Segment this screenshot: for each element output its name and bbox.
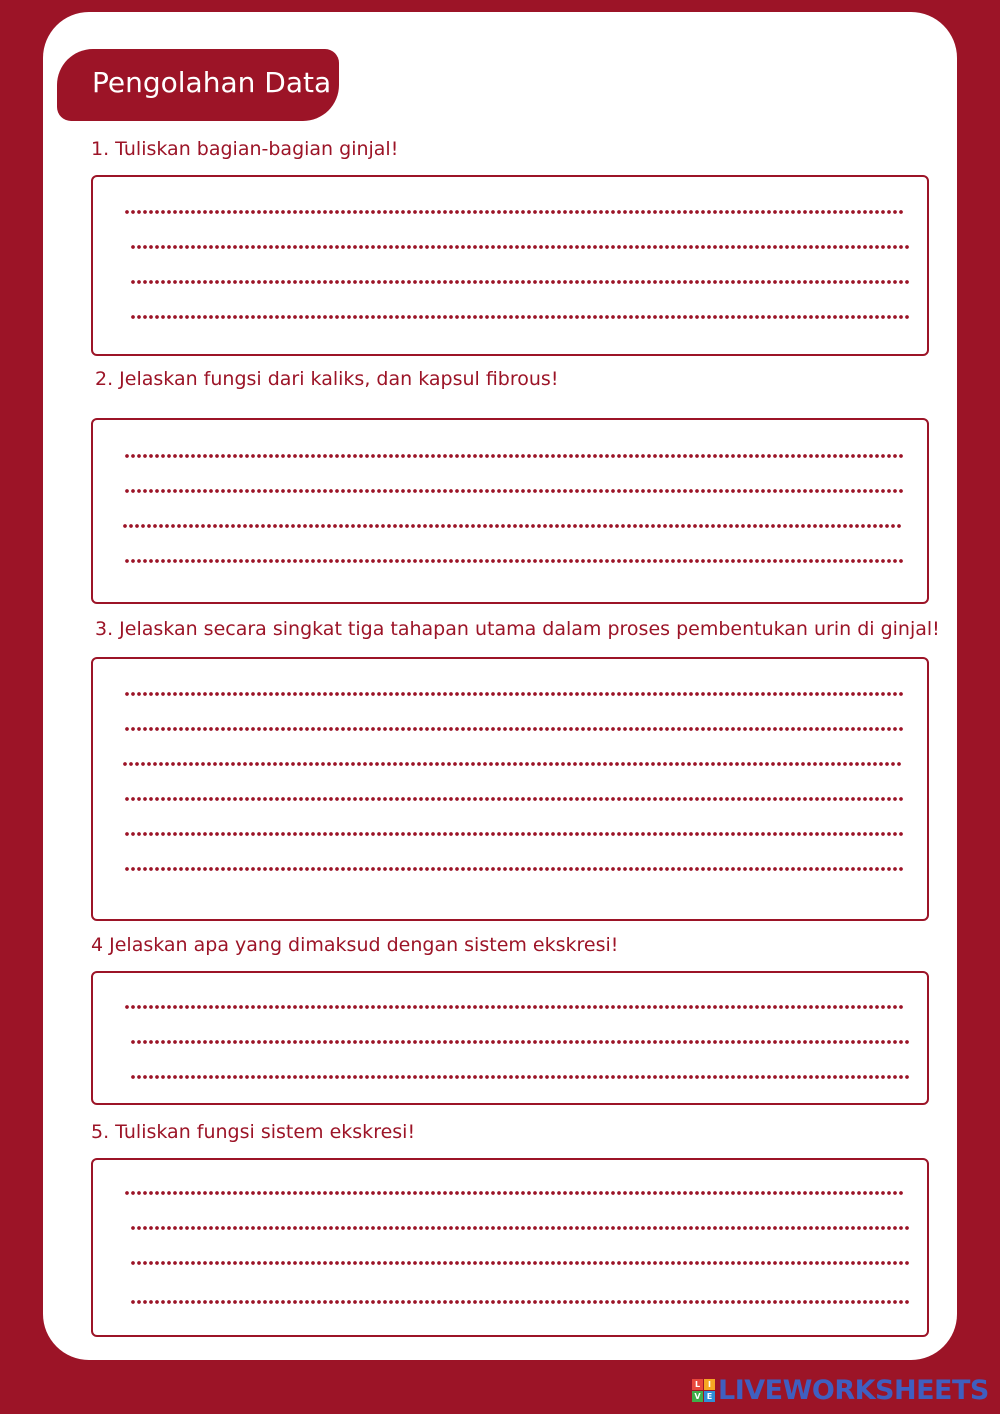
answer-line xyxy=(124,1190,903,1196)
answer-line xyxy=(124,558,903,564)
answer-line xyxy=(122,761,901,767)
question-2-text: 2. Jelaskan fungsi dari kaliks, dan kapsul fibrous! xyxy=(95,368,559,390)
answer-line xyxy=(124,209,903,215)
answer-line xyxy=(130,1225,909,1231)
answer-line xyxy=(124,1004,903,1010)
answer-line xyxy=(124,831,903,837)
answer-line xyxy=(124,453,903,459)
answer-line xyxy=(122,523,901,529)
answer-line xyxy=(124,691,903,697)
question-5-text: 5. Tuliskan fungsi sistem ekskresi! xyxy=(91,1121,416,1143)
liveworksheets-watermark xyxy=(692,1375,989,1405)
answer-line xyxy=(124,726,903,732)
watermark-text: LIVEWORKSHEETS xyxy=(718,1374,989,1406)
answer-box-1[interactable] xyxy=(91,175,929,356)
question-4-text: 4 Jelaskan apa yang dimaksud dengan sistem ekskresi! xyxy=(91,934,619,956)
question-1-text: 1. Tuliskan bagian-bagian ginjal! xyxy=(91,138,399,160)
answer-box-4[interactable] xyxy=(91,971,929,1105)
answer-line xyxy=(130,279,909,285)
answer-line xyxy=(130,1260,909,1266)
answer-box-3[interactable] xyxy=(91,657,929,921)
answer-line xyxy=(130,314,909,320)
answer-line xyxy=(130,1299,909,1305)
answer-line xyxy=(124,796,903,802)
answer-line xyxy=(130,1039,909,1045)
question-3-text: 3. Jelaskan secara singkat tiga tahapan utama dalam proses pembentukan urin di ginjal! xyxy=(95,618,940,640)
answer-line xyxy=(130,1074,909,1080)
answer-line xyxy=(124,866,903,872)
answer-line xyxy=(130,244,909,250)
answer-line xyxy=(124,488,903,494)
worksheet-title: Pengolahan Data xyxy=(57,49,339,121)
answer-box-5[interactable] xyxy=(91,1158,929,1337)
liveworksheets-logo-icon: L I V E xyxy=(692,1379,715,1402)
answer-box-2[interactable] xyxy=(91,418,929,604)
